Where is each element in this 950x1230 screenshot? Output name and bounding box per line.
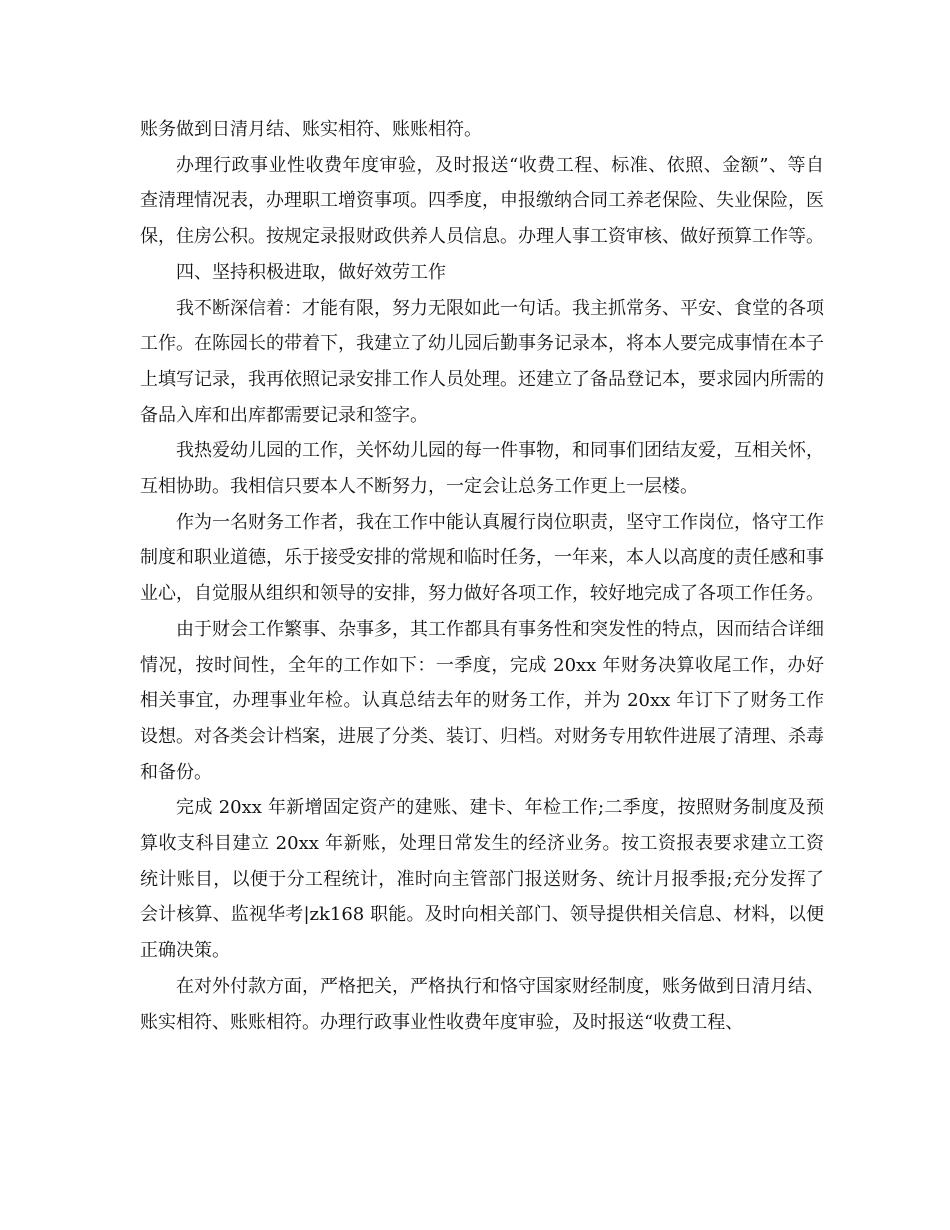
paragraph: 由于财会工作繁事、杂事多，其工作都具有事务性和突发性的特点，因而结合详细情况，按时间性，全年的工作如下：一季度，完成 20xx 年财务决算收尾工作，办好相关事宜，办理事业年检。认真总结去年的财务工作，并为 20xx 年订下了财务工作设想。对各类会计档案，进展了分类、装订、归档。对财务专用软件进展了清理、杀毒和备份。 — [140, 618, 824, 783]
paragraph: 在对外付款方面，严格把关，严格执行和恪守国家财经制度，账务做到日清月结、账实相符、账账相符。办理行政事业性收费年度审验，及时报送“收费工程、 — [140, 975, 824, 1033]
paragraph: 完成 20xx 年新增固定资产的建账、建卡、年检工作;二季度，按照财务制度及预算收支科目建立 20xx 年新账，处理日常发生的经济业务。按工资报表要求建立工资统计账目，以便于分工程统计，准时向主管部门报送财务、统计月报季报;充分发挥了会计核算、监视华考|zk168 职能。及时向相关部门、领导提供相关信息、材料，以便正确决策。 — [140, 797, 824, 962]
paragraph: 我不断深信着：才能有限，努力无限如此一句话。我主抓常务、平安、食堂的各项工作。在陈园长的带着下，我建立了幼儿园后勤事务记录本，将本人要完成事情在本子上填写记录，我再依照记录安排工作人员处理。还建立了备品登记本，要求园内所需的备品入库和出库都需要记录和签字。 — [140, 297, 824, 426]
paragraph-continuation: 账务做到日清月结、账实相符、账账相符。 — [140, 119, 482, 140]
paragraph: 办理行政事业性收费年度审验，及时报送“收费工程、标准、依照、金额”、等自查清理情况表，办理职工增资事项。四季度，申报缴纳合同工养老保险、失业保险，医保，住房公积。按规定录报财政供养人员信息。办理人事工资审核、做好预算工作等。 — [140, 154, 824, 248]
paragraph: 我热爱幼儿园的工作，关怀幼儿园的每一件事物，和同事们团结友爱，互相关怀，互相协助。我相信只要本人不断努力，一定会让总务工作更上一层楼。 — [140, 440, 824, 498]
section-heading: 四、坚持积极进取，做好效劳工作 — [176, 261, 446, 283]
document-page — [140, 112, 824, 1040]
paragraph: 作为一名财务工作者，我在工作中能认真履行岗位职责，坚守工作岗位，恪守工作制度和职业道德，乐于接受安排的常规和临时任务，一年来，本人以高度的责任感和事业心，自觉服从组织和领导的安排，努力做好各项工作，较好地完成了各项工作任务。 — [140, 511, 824, 605]
